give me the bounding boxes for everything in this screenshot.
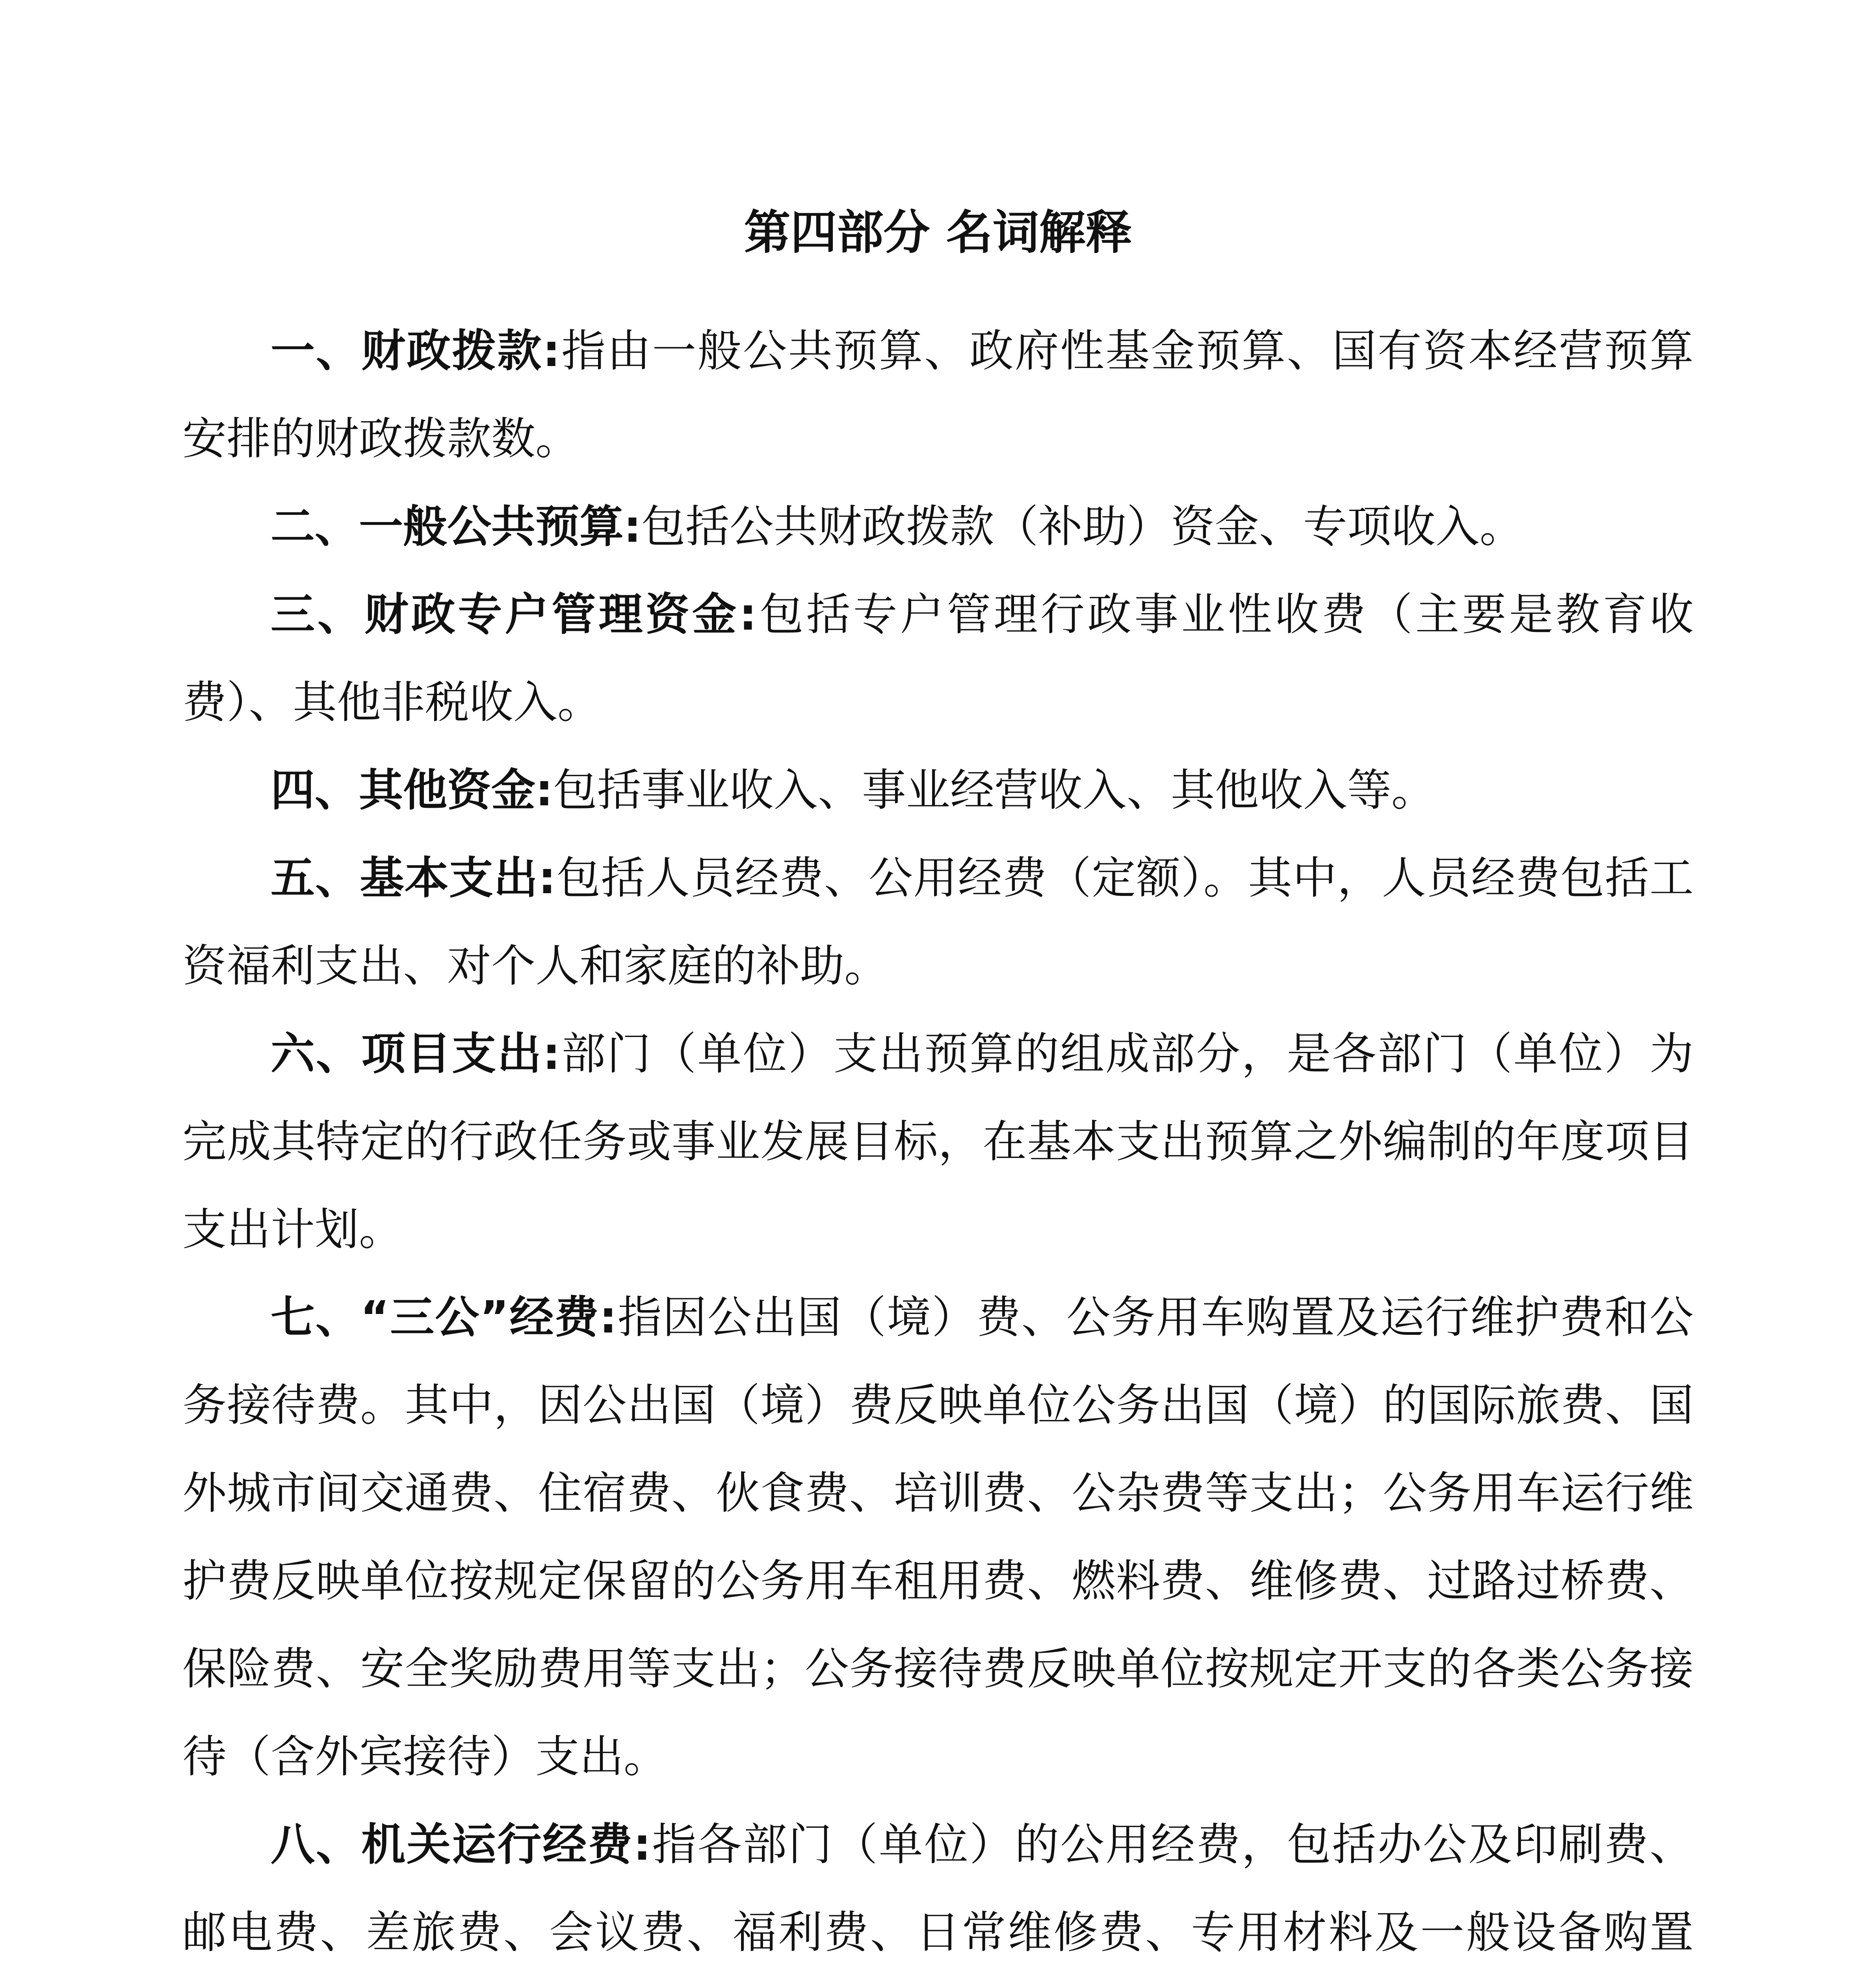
definition-term: 六、项目支出: (271, 1028, 561, 1080)
definition-paragraph-5 (182, 834, 1694, 1010)
definition-paragraph-4 (182, 747, 1694, 834)
definition-paragraph-2 (182, 483, 1694, 571)
definition-paragraph-6 (182, 1010, 1694, 1274)
definition-term: 五、基本支出: (271, 853, 556, 904)
definition-paragraph-3 (182, 571, 1694, 747)
definition-paragraph-7 (182, 1274, 1694, 1801)
definition-text: 包括事业收入、事业经营收入、其他收入等。 (553, 765, 1436, 816)
definition-term: 七、“三公”经费: (271, 1292, 617, 1343)
definition-term: 四、其他资金: (271, 765, 553, 816)
page-title: 第四部分 名词解释 (744, 205, 1132, 260)
definition-text: 指各部门（单位）的公用经费，包括办公及印刷费、邮电费、差旅费、会议费、福利费、日常维修费、专用材料及一般设备购置 (182, 1819, 1694, 1958)
definition-term: 二、一般公共预算: (271, 501, 641, 552)
definition-paragraph-1 (182, 307, 1694, 483)
document-body (182, 307, 1694, 1970)
definition-paragraph-8 (182, 1801, 1694, 1970)
definition-text: 包括专户管理行政事业性收费（主要是教育收费）、其他非税收入。 (182, 589, 1694, 728)
definition-term: 八、机关运行经费: (271, 1819, 651, 1870)
definition-text: 包括公共财政拨款（补助）资金、专项收入。 (641, 501, 1524, 552)
definition-text: 指由一般公共预算、政府性基金预算、国有资本经营预算安排的财政拨款数。 (182, 325, 1694, 465)
definition-term: 一、财政拨款: (271, 325, 561, 377)
definition-term: 三、财政专户管理资金: (271, 589, 757, 640)
definition-text: 包括人员经费、公用经费（定额）。其中，人员经费包括工资福利支出、对个人和家庭的补助。 (182, 853, 1694, 992)
definition-text: 指因公出国（境）费、公务用车购置及运行维护费和公务接待费。其中，因公出国（境）费反映单位公务出国（境）的国际旅费、国外城市间交通费、住宿费、伙食费、培训费、公杂费等支出；公务用车运行维护费反映单位按规定保留的公务用车租用费、燃料费、维修费、过路过桥费、保险费、安全奖励费用等支出；公务接待费反映单位按规定开支的各类公务接待（含外宾接待）支出。 (182, 1292, 1694, 1782)
definition-text: 部门（单位）支出预算的组成部分，是各部门（单位）为完成其特定的行政任务或事业发展目标，在基本支出预算之外编制的年度项目支出计划。 (182, 1028, 1694, 1255)
